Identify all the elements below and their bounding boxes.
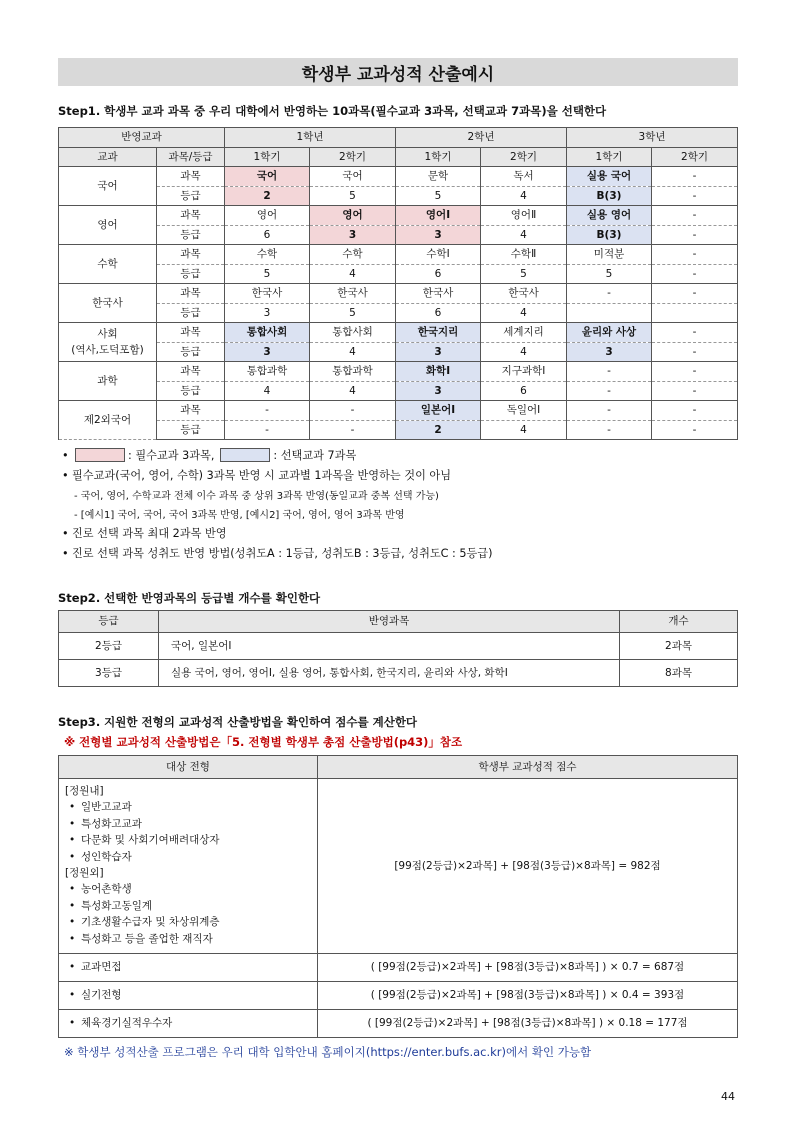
- grade-cell: 3: [396, 381, 481, 401]
- grade-cell: 3: [225, 342, 310, 362]
- course-cell: 한국사: [225, 284, 310, 304]
- grade-cell: 3: [567, 342, 652, 362]
- table-row: [59, 362, 738, 382]
- table-row: [59, 284, 738, 304]
- course-cell: 국어: [310, 167, 396, 187]
- header-score: 학생부 교과성적 점수: [318, 756, 738, 779]
- header-subject: 교과: [59, 147, 157, 167]
- grade-table: [58, 127, 738, 440]
- course-cell: 수학Ⅰ: [396, 245, 481, 265]
- main-formula: [99점(2등급)×2과목] + [98점(3등급)×8과목] = 982점: [318, 779, 738, 954]
- table-row: [59, 206, 738, 226]
- grade-cell: -: [652, 420, 738, 440]
- target-list: [59, 779, 318, 954]
- header-y1-sem1: 1학기: [225, 147, 310, 167]
- step3-heading: Step3. 지원한 전형의 교과성적 산출방법을 확인하여 점수를 계산한다: [58, 715, 418, 729]
- note-2: • 진로 선택 과목 최대 2과목 반영: [62, 526, 227, 540]
- grade-cell: 5: [225, 264, 310, 284]
- course-cell: -: [310, 401, 396, 421]
- row-type-label: 등급: [157, 303, 225, 323]
- table-row: [59, 225, 738, 245]
- grade-cell: 5: [567, 264, 652, 284]
- course-cell: -: [567, 401, 652, 421]
- row-name: • 교과면접: [65, 961, 122, 973]
- list-item: • 성인학습자: [65, 849, 317, 865]
- row-type-label: 등급: [157, 264, 225, 284]
- subject-name: 과학: [59, 362, 157, 401]
- header-year3: 3학년: [567, 128, 738, 148]
- course-cell: -: [652, 284, 738, 304]
- course-cell: 통합과학: [225, 362, 310, 382]
- grade-cell: -: [652, 186, 738, 206]
- subjects-cell: 국어, 일본어Ⅰ: [159, 633, 620, 660]
- table-row: [59, 186, 738, 206]
- table-row: [59, 245, 738, 265]
- course-cell: 한국사: [310, 284, 396, 304]
- note-3: • 진로 선택 과목 성취도 반영 방법(성취도A : 1등급, 성취도B : 3등급, 성취도C : 5등급): [62, 546, 493, 560]
- grade-cell: 3: [310, 225, 396, 245]
- header-count: 개수: [620, 611, 738, 633]
- row-type-label: 과목: [157, 284, 225, 304]
- note-1a: - 국어, 영어, 수학교과 전체 이수 과목 중 상위 3과목 반영(동일교과 중복 선택 가능): [74, 491, 439, 502]
- row-type-label: 과목: [157, 167, 225, 187]
- legend: • : 필수교과 3과목, : 선택교과 7과목: [62, 448, 357, 462]
- step3-reference: ※ 전형별 교과성적 산출방법은「5. 전형별 학생부 총점 산출방법(p43)」참조: [64, 735, 463, 749]
- header-y2-sem2: 2학기: [481, 147, 567, 167]
- subject-name: 영어: [59, 206, 157, 245]
- table-row: [59, 323, 738, 343]
- grade-cell: 4: [225, 381, 310, 401]
- row-type-label: 과목: [157, 401, 225, 421]
- elective-swatch: [220, 448, 270, 462]
- course-cell: 통합사회: [310, 323, 396, 343]
- grade-cell: 2: [225, 186, 310, 206]
- table-row: [59, 1010, 738, 1038]
- grade-cell: 4: [481, 186, 567, 206]
- subject-name: 국어: [59, 167, 157, 206]
- course-cell: 지구과학Ⅰ: [481, 362, 567, 382]
- course-cell: 영어Ⅰ: [396, 206, 481, 226]
- count-cell: 2과목: [620, 633, 738, 660]
- grade-cell: 6: [225, 225, 310, 245]
- grade-cell: -: [310, 420, 396, 440]
- grade-cell: 6: [481, 381, 567, 401]
- grade-cell: -: [567, 381, 652, 401]
- row-type-label: 과목: [157, 245, 225, 265]
- list-item: • 특성화고교과: [65, 816, 317, 832]
- table-row: [59, 954, 738, 982]
- course-cell: 실용 국어: [567, 167, 652, 187]
- course-cell: 화학Ⅰ: [396, 362, 481, 382]
- list-item: • 다문화 및 사회기여배려대상자: [65, 832, 317, 848]
- page-title: 학생부 교과성적 산출예시: [58, 58, 738, 86]
- list-item: • 일반고교과: [65, 799, 317, 815]
- row-name: • 체육경기실적우수자: [65, 1017, 172, 1029]
- course-cell: 통합과학: [310, 362, 396, 382]
- note-1: • 필수교과(국어, 영어, 수학) 3과목 반영 시 교과별 1과목을 반영하는 것이 아님: [62, 468, 452, 482]
- table-row: [59, 401, 738, 421]
- subject-name: 한국사: [59, 284, 157, 323]
- row-type-label: 등급: [157, 342, 225, 362]
- course-cell: 통합사회: [225, 323, 310, 343]
- grade-cell: 2: [396, 420, 481, 440]
- grade-cell: 5: [481, 264, 567, 284]
- required-swatch: [75, 448, 125, 462]
- header-y1-sem2: 2학기: [310, 147, 396, 167]
- grade-cell: 5: [310, 303, 396, 323]
- course-cell: 한국사: [396, 284, 481, 304]
- grade-cell: 6: [396, 303, 481, 323]
- course-cell: 수학: [310, 245, 396, 265]
- header-y3-sem1: 1학기: [567, 147, 652, 167]
- table-row: [59, 381, 738, 401]
- course-cell: -: [652, 206, 738, 226]
- course-cell: -: [652, 362, 738, 382]
- grade-cell: 5: [396, 186, 481, 206]
- grade-cell: -: [652, 225, 738, 245]
- header-y2-sem1: 1학기: [396, 147, 481, 167]
- course-cell: -: [652, 167, 738, 187]
- grade-cell: -: [652, 381, 738, 401]
- subjects-cell: 실용 국어, 영어, 영어Ⅰ, 실용 영어, 통합사회, 한국지리, 윤리와 사상, 화학Ⅰ: [159, 660, 620, 687]
- course-cell: -: [567, 362, 652, 382]
- grade-cell: 3: [225, 303, 310, 323]
- course-cell: 한국사: [481, 284, 567, 304]
- grade-cell: 4: [481, 342, 567, 362]
- grade-cell: -: [652, 342, 738, 362]
- course-cell: 미적분: [567, 245, 652, 265]
- table-row: [59, 982, 738, 1010]
- table-row: [59, 167, 738, 187]
- grade-cell: 3: [396, 342, 481, 362]
- list-item: • 특성화고동일계: [65, 898, 317, 914]
- row-type-label: 등급: [157, 381, 225, 401]
- grade-cell: 3등급: [59, 660, 159, 687]
- table-row: [59, 342, 738, 362]
- row-type-label: 등급: [157, 186, 225, 206]
- step2-heading: Step2. 선택한 반영과목의 등급별 개수를 확인한다: [58, 591, 321, 605]
- grade-cell: 4: [310, 381, 396, 401]
- list-item: • 특성화고 등을 졸업한 재직자: [65, 931, 317, 947]
- note-1b: - [예시1] 국어, 국어, 국어 3과목 반영, [예시2] 국어, 영어, 영어 3과목 반영: [74, 510, 405, 521]
- grade-cell: 4: [481, 420, 567, 440]
- grade-cell: 4: [481, 303, 567, 323]
- grade-cell: 4: [481, 225, 567, 245]
- row-type-label: 과목: [157, 362, 225, 382]
- course-cell: -: [225, 401, 310, 421]
- grade-cell: 4: [310, 342, 396, 362]
- grade-cell: B(3): [567, 225, 652, 245]
- row-formula: ( [99점(2등급)×2과목] + [98점(3등급)×8과목] ) × 0.7 = 687점: [318, 954, 738, 982]
- table-row: [59, 264, 738, 284]
- grade-cell: B(3): [567, 186, 652, 206]
- course-cell: 세계지리: [481, 323, 567, 343]
- header-reflect: 반영교과: [59, 128, 225, 148]
- legend-required-text: : 필수교과 3과목,: [128, 449, 215, 462]
- table-row: [59, 303, 738, 323]
- header-year2: 2학년: [396, 128, 567, 148]
- table-row: [59, 633, 738, 660]
- header-grade: 등급: [59, 611, 159, 633]
- grade-cell: -: [652, 264, 738, 284]
- notes: [62, 445, 742, 563]
- row-name: • 실기전형: [65, 989, 122, 1001]
- table-row: [59, 660, 738, 687]
- header-year1: 1학년: [225, 128, 396, 148]
- count-cell: 8과목: [620, 660, 738, 687]
- grade-cell: 2등급: [59, 633, 159, 660]
- out-quota-label: [정원외]: [65, 866, 104, 879]
- footer-note: ※ 학생부 성적산출 프로그램은 우리 대학 입학안내 홈페이지(https://enter.bufs.ac.kr)에서 확인 가능함: [64, 1045, 592, 1059]
- row-type-label: 등급: [157, 420, 225, 440]
- course-cell: 독서: [481, 167, 567, 187]
- row-type-label: 과목: [157, 206, 225, 226]
- course-cell: 한국지리: [396, 323, 481, 343]
- course-cell: 일본어Ⅰ: [396, 401, 481, 421]
- list-item: • 농어촌학생: [65, 881, 317, 897]
- course-cell: -: [652, 401, 738, 421]
- step1-heading: Step1. 학생부 교과 과목 중 우리 대학에서 반영하는 10과목(필수교과 3과목, 선택교과 7과목)을 선택한다: [58, 104, 607, 118]
- row-formula: ( [99점(2등급)×2과목] + [98점(3등급)×8과목] ) × 0.18 = 177점: [318, 1010, 738, 1038]
- in-quota-label: [정원내]: [65, 785, 104, 797]
- list-item: • 기초생활수급자 및 차상위계층: [65, 914, 317, 930]
- course-cell: 윤리와 사상: [567, 323, 652, 343]
- course-cell: 실용 영어: [567, 206, 652, 226]
- course-cell: 문학: [396, 167, 481, 187]
- row-type-label: 등급: [157, 225, 225, 245]
- course-cell: 수학: [225, 245, 310, 265]
- subject-name: 제2외국어: [59, 401, 157, 440]
- grade-cell: 6: [396, 264, 481, 284]
- course-cell: 영어Ⅱ: [481, 206, 567, 226]
- grade-cell: [652, 303, 738, 323]
- course-cell: 국어: [225, 167, 310, 187]
- legend-elective-text: : 선택교과 7과목: [273, 449, 357, 462]
- course-cell: 수학Ⅱ: [481, 245, 567, 265]
- header-type: 과목/등급: [157, 147, 225, 167]
- course-cell: 영어: [225, 206, 310, 226]
- course-cell: 독일어Ⅰ: [481, 401, 567, 421]
- course-cell: -: [652, 323, 738, 343]
- header-y3-sem2: 2학기: [652, 147, 738, 167]
- page-number: 44: [721, 1090, 735, 1103]
- subject-name: 사회 (역사,도덕포함): [59, 323, 157, 362]
- row-type-label: 과목: [157, 323, 225, 343]
- calc-table: [58, 755, 738, 1038]
- header-target: 대상 전형: [59, 756, 318, 779]
- row-formula: ( [99점(2등급)×2과목] + [98점(3등급)×8과목] ) × 0.4 = 393점: [318, 982, 738, 1010]
- count-table: [58, 610, 738, 687]
- subject-name: 수학: [59, 245, 157, 284]
- grade-cell: 5: [310, 186, 396, 206]
- grade-cell: -: [567, 420, 652, 440]
- header-subjects: 반영과목: [159, 611, 620, 633]
- grade-cell: [567, 303, 652, 323]
- table-row: [59, 420, 738, 440]
- course-cell: -: [652, 245, 738, 265]
- grade-cell: 4: [310, 264, 396, 284]
- course-cell: 영어: [310, 206, 396, 226]
- course-cell: -: [567, 284, 652, 304]
- grade-cell: -: [225, 420, 310, 440]
- grade-cell: 3: [396, 225, 481, 245]
